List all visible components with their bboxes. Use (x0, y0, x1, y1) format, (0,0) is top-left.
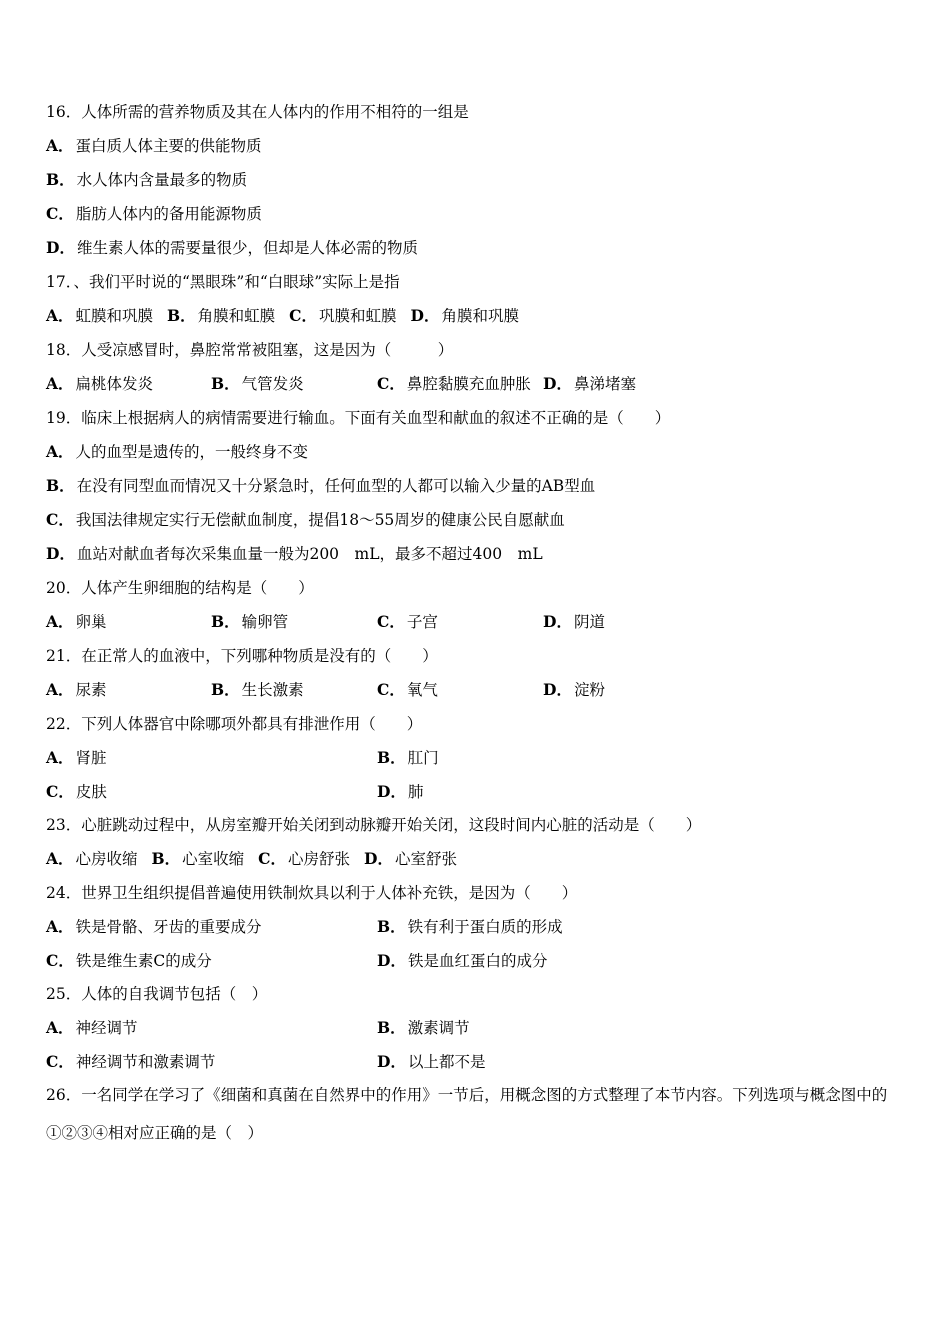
option-letter: B． (151, 849, 181, 868)
option-letter: C． (377, 612, 405, 631)
option-letter: D． (46, 238, 75, 257)
question-25-option-d (377, 1052, 485, 1072)
question-20-option-b (211, 612, 288, 632)
option-letter: B． (211, 374, 240, 393)
option-text: 心室收缩 (182, 850, 245, 868)
question-20-option-d (543, 612, 605, 632)
question-18-option-a (46, 374, 153, 394)
option-letter: C． (289, 306, 318, 325)
question-16-option-b (46, 170, 247, 190)
option-letter: B． (377, 748, 406, 767)
question-22-option-c (46, 782, 107, 802)
option-text: 阴道 (573, 613, 605, 631)
question-18-option-d (543, 374, 636, 394)
option-text: 以上都不是 (407, 1053, 486, 1071)
option-letter: B． (211, 680, 240, 699)
option-text: 卵巢 (75, 613, 107, 631)
question-22-stem: 22．下列人体器官中除哪项外都具有排泄作用（ ） (46, 715, 423, 733)
question-22-option-b (377, 748, 439, 768)
option-letter: A． (46, 374, 74, 393)
option-text: 虹膜和巩膜 (75, 307, 154, 325)
option-text: 子宫 (406, 613, 438, 631)
option-text: 脂肪人体内的备用能源物质 (75, 205, 262, 223)
option-letter: D． (543, 612, 572, 631)
option-letter: C． (46, 782, 74, 801)
option-text: 铁是维生素C的成分 (75, 952, 212, 970)
option-letter: D． (364, 849, 393, 868)
option-letter: A． (46, 442, 74, 461)
question-21-option-a (46, 680, 107, 700)
option-text: 尿素 (75, 681, 107, 699)
option-letter: A． (46, 612, 74, 631)
option-text: 扁桃体发炎 (75, 375, 154, 393)
option-text: 肾脏 (75, 749, 107, 767)
option-text: 铁有利于蛋白质的形成 (407, 918, 563, 936)
option-text: 铁是骨骼、牙齿的重要成分 (75, 918, 262, 936)
option-letter: C． (258, 849, 287, 868)
question-21-option-d (543, 680, 605, 700)
question-24-option-d (377, 951, 547, 971)
question-16-option-c (46, 204, 262, 224)
option-text: 皮肤 (75, 783, 107, 801)
option-text: 肺 (407, 783, 424, 801)
option-letter: D． (46, 544, 75, 563)
question-24-option-a (46, 917, 262, 937)
question-18-stem: 18．人受凉感冒时，鼻腔常常被阻塞，这是因为（ ） (46, 341, 454, 359)
question-25-option-c (46, 1052, 215, 1072)
option-text: 输卵管 (241, 613, 289, 631)
option-text: 气管发炎 (241, 375, 304, 393)
option-text: 巩膜和虹膜 (319, 307, 397, 325)
option-letter: D． (543, 374, 572, 393)
option-letter: A． (46, 1018, 74, 1037)
option-text: 心房收缩 (75, 850, 138, 868)
option-letter: B． (46, 476, 75, 495)
option-text: 人的血型是遗传的，一般终身不变 (75, 443, 309, 461)
question-16-option-d (46, 238, 418, 258)
question-21-option-b (211, 680, 304, 700)
option-text: 角膜和巩膜 (441, 307, 519, 325)
option-text: 血站对献血者每次采集血量一般为200 mL，最多不超过400 mL (76, 545, 543, 563)
option-text: 在没有同型血而情况又十分紧急时，任何血型的人都可以输入少量的AB型血 (76, 477, 596, 495)
option-letter: A． (46, 748, 74, 767)
question-19-stem: 19．临床上根据病人的病情需要进行输血。下面有关血型和献血的叙述不正确的是（ ） (46, 409, 671, 427)
question-26-stem: 26．一名同学在学习了《细菌和真菌在自然界中的作用》一节后，用概念图的方式整理了本节内容。下列选项与概念图中的①②③④相对应正确的是（ ） (46, 1086, 888, 1142)
question-23-options (46, 849, 457, 869)
question-20-stem: 20．人体产生卵细胞的结构是（ ） (46, 579, 314, 597)
option-text: 生长激素 (241, 681, 304, 699)
question-25-option-a (46, 1018, 138, 1038)
option-text: 铁是血红蛋白的成分 (407, 952, 548, 970)
option-text: 我国法律规定实行无偿献血制度，提倡18～55周岁的健康公民自愿献血 (75, 511, 565, 529)
question-20-option-a (46, 612, 107, 632)
option-letter: D． (377, 782, 406, 801)
option-letter: C． (46, 1052, 74, 1071)
question-22-option-a (46, 748, 107, 768)
option-text: 水人体内含量最多的物质 (76, 171, 248, 189)
option-text: 鼻腔黏膜充血肿胀 (406, 375, 531, 393)
question-16-option-a (46, 136, 262, 156)
option-letter: A． (46, 136, 74, 155)
question-19-option-d (46, 544, 543, 564)
question-19-option-b (46, 476, 595, 496)
option-letter: D． (377, 951, 406, 970)
question-21-option-c (377, 680, 438, 700)
option-text: 蛋白质人体主要的供能物质 (75, 137, 262, 155)
option-text: 肛门 (407, 749, 439, 767)
option-text: 维生素人体的需要量很少，但却是人体必需的物质 (76, 239, 418, 257)
option-text: 角膜和虹膜 (197, 307, 276, 325)
option-text: 神经调节 (75, 1019, 138, 1037)
option-letter: A． (46, 917, 74, 936)
option-letter: A． (46, 680, 74, 699)
option-letter: B． (46, 170, 75, 189)
option-letter: B． (211, 612, 240, 631)
option-text: 心房舒张 (288, 850, 351, 868)
question-22-option-d (377, 782, 423, 802)
question-25-stem: 25．人体的自我调节包括（ ） (46, 985, 268, 1003)
option-letter: B． (377, 1018, 406, 1037)
option-text: 淀粉 (573, 681, 605, 699)
option-letter: C． (46, 510, 74, 529)
option-letter: A． (46, 306, 74, 325)
question-23-stem: 23．心脏跳动过程中，从房室瓣开始关闭到动脉瓣开始关闭，这段时间内心脏的活动是（ ） (46, 816, 702, 834)
question-21-stem: 21．在正常人的血液中，下列哪种物质是没有的（ ） (46, 647, 438, 665)
option-letter: B． (377, 917, 406, 936)
question-19-option-c (46, 510, 565, 530)
question-25-option-b (377, 1018, 470, 1038)
question-20-option-c (377, 612, 438, 632)
question-18-option-c (377, 374, 531, 394)
question-18-option-b (211, 374, 304, 394)
option-text: 神经调节和激素调节 (75, 1053, 216, 1071)
option-letter: C． (377, 680, 405, 699)
option-letter: A． (46, 849, 74, 868)
question-24-option-c (46, 951, 212, 971)
question-17-stem: 17．、我们平时说的“黑眼珠”和“白眼球”实际上是指 (46, 273, 400, 291)
question-17-options (46, 306, 519, 326)
option-letter: B． (167, 306, 196, 325)
option-letter: C． (377, 374, 405, 393)
option-text: 心室舒张 (394, 850, 457, 868)
option-letter: C． (46, 204, 74, 223)
option-letter: D． (377, 1052, 406, 1071)
option-text: 氧气 (406, 681, 438, 699)
question-19-option-a (46, 442, 308, 462)
question-24-stem: 24．世界卫生组织提倡普遍使用铁制炊具以利于人体补充铁，是因为（ ） (46, 884, 578, 902)
option-text: 鼻涕堵塞 (573, 375, 636, 393)
option-letter: D． (543, 680, 572, 699)
question-24-option-b (377, 917, 563, 937)
option-letter: C． (46, 951, 74, 970)
question-16-stem: 16．人体所需的营养物质及其在人体内的作用不相符的一组是 (46, 103, 469, 121)
option-letter: D． (410, 306, 440, 325)
option-text: 激素调节 (407, 1019, 470, 1037)
